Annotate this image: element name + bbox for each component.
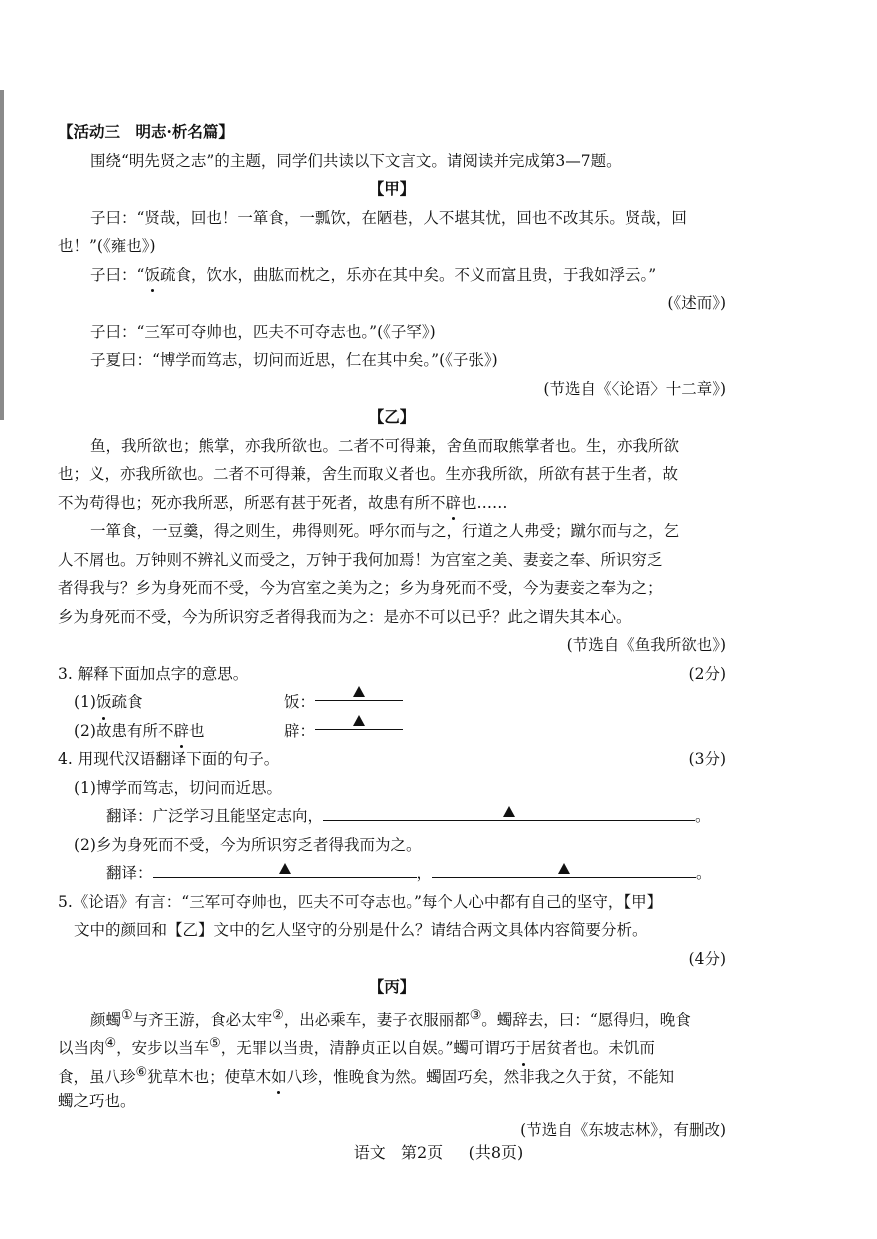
dotted-character: 辟 [173,717,189,746]
dotted-character: 辟 [446,489,462,518]
section-heading-jia: 【甲】 [368,179,416,198]
question-4-item-1-answer [58,802,726,831]
scan-edge-shadow [0,90,4,420]
exam-page [58,118,726,1144]
text-segment: 。蠋辞去，曰：“愿得归，晚食 [481,1010,691,1029]
question-5-line-1: 5.《论语》有言：“三军可夺帅也，匹夫不可夺志也。”每个人心中都有自己的坚守，【甲】 [58,892,663,911]
text-segment: 不为苟得也；死亦我所恶，所恶有甚于死者，故患有所不 [58,493,446,512]
triangle-icon [279,863,291,874]
yi-line-6: 者得我与？乡为身死而不受，今为宫室之美为之；乡为身死而不受，今为妻妾之奉为之； [58,579,663,597]
separator-comma: ， [416,864,433,882]
answer-prefix: 翻译： [106,864,153,882]
jia-paragraph-1-line-2: 也！”(《雍也》) [58,237,156,255]
yi-source: (节选自《鱼我所欲也》) [566,636,726,654]
yi-line-7: 乡为身死而不受，今为所识穷乏者得我而为之：是亦不可以已乎？此之谓失其本心。 [58,607,632,626]
text-segment: 疏食，饮水，曲肱而枕之，乐亦在其中矣。不义而富且贵，于我如浮云。” [159,265,657,284]
text-segment: ，出必乘车，妻子衣服丽都 [283,1010,470,1029]
dotted-character: 饭 [144,261,160,290]
dotted-character: 于 [515,1034,531,1063]
question-5-line-2: 文中的颜回和【乙】文中的乞人坚守的分别是什么？请结合两文具体内容简要分析。 [74,921,648,939]
question-score: (3分) [688,750,726,768]
question-stem: 4. 用现代汉语翻译下面的句子。 [58,750,280,768]
text-segment: 食，虽八珍 [58,1067,136,1086]
answer-blank[interactable] [153,860,417,878]
answer-blank[interactable] [315,712,403,730]
text-segment: ，安步以当车 [116,1039,210,1058]
bing-line-4: 蠋之巧也。 [58,1092,136,1110]
footnote-marker: ⑤ [209,1036,221,1051]
dotted-character: 如 [271,1063,287,1092]
answer-prefix: 翻译：广泛学习且能坚定志向， [106,807,324,825]
intro-text: 围绕“明先贤之志”的主题，同学们共读以下文言文。请阅读并完成第3—7题。 [90,151,622,170]
dotted-character: 饭 [96,688,112,717]
jia-paragraph-2 [58,261,726,290]
answer-label: 辟： [284,721,316,740]
jia-paragraph-2-source: (《述而》) [667,294,726,312]
footer-subject: 语文 [353,1143,386,1162]
question-score: (2分) [688,664,726,683]
footnote-marker: ① [121,1007,133,1023]
page-footer [0,1140,877,1163]
bing-line-2 [58,1030,726,1059]
question-4-item-2: (2)乡为身死而不受，今为所识穷乏者得我而为之。 [74,835,422,854]
activity-title: 【活动三 明志·析名篇】 [58,122,234,141]
question-5-score: (4分) [688,949,726,968]
yi-line-4: 一箪食，一豆羹，得之则生，弗得则死。呼尔而与之，行道之人弗受；蹴尔而与之，乞 [90,522,680,540]
bing-source: (节选自《东坡志林》，有删改) [520,1120,726,1139]
answer-label: 饭： [284,693,316,711]
bing-line-1 [58,1002,726,1031]
yi-line-5: 人不屑也。万钟则不辨礼义而受之，万钟于我何加焉！为宫室之美、妻妾之奉、所识穷乏 [58,550,663,569]
text-segment: 也…… [461,493,508,512]
triangle-icon [353,686,365,697]
text-segment: 子曰：“ [90,265,145,284]
text-segment: (2)故患有所不 [74,721,174,740]
jia-source: (节选自《〈论语〉十二章》) [543,379,726,398]
yi-line-1: 鱼，我所欲也；熊掌，亦我所欲也。二者不可得兼，舍鱼而取熊掌者也。生，亦我所欲 [90,436,680,455]
text-segment: 疏食 [111,693,143,711]
jia-paragraph-3: 子曰：“三军可夺帅也，匹夫不可夺志也。”(《子罕》) [90,322,436,341]
text-segment: 颜蠋 [90,1010,122,1029]
text-segment: 与齐王游，食必太牢 [132,1010,273,1029]
text-segment: 居贫者也。未饥而 [530,1039,655,1058]
question-4-item-2-answer [58,859,726,888]
end-mark: 。 [695,807,711,825]
item-text [74,717,284,746]
footnote-marker: ④ [104,1036,117,1051]
text-segment: 八珍，惟晚食为然。蠋固巧矣，然非我之久于贫，不能知 [286,1067,675,1086]
footnote-marker: ③ [469,1007,482,1023]
triangle-icon [353,715,365,726]
question-4 [58,745,726,774]
answer-blank[interactable] [432,860,696,878]
footnote-marker: ⑥ [135,1064,148,1080]
text-segment: 以当肉 [58,1039,105,1058]
jia-paragraph-4: 子夏曰：“博学而笃志，切问而近思，仁在其中矣。”(《子张》) [90,351,498,369]
section-heading-yi: 【乙】 [368,407,416,426]
answer-blank[interactable] [315,683,403,701]
triangle-icon [558,863,570,874]
text-segment: 犹草木也；使草木 [147,1067,272,1086]
text-segment: (1) [74,693,96,711]
section-heading-bing: 【丙】 [368,977,416,996]
item-text [74,688,284,717]
footer-page-number: 第2页 [400,1143,444,1162]
yi-line-3 [58,489,726,518]
answer-blank[interactable] [323,803,695,821]
footnote-marker: ② [272,1007,284,1023]
question-3-item-2 [58,717,726,746]
bing-line-3 [58,1059,726,1088]
question-stem: 3. 解释下面加点字的意思。 [58,664,249,683]
yi-line-2: 也；义，亦我所欲也。二者不可得兼，舍生而取义者也。生亦我所欲，所欲有甚于生者，故 [58,465,679,483]
text-segment: ，无罪以当贵，清静贞正以自娱。”蠋可谓巧 [220,1039,516,1058]
footer-total-pages: (共8页) [468,1143,524,1162]
triangle-icon [503,806,515,817]
end-mark: 。 [696,864,712,882]
text-segment: 也 [188,721,205,740]
jia-paragraph-1-line-1: 子曰：“贤哉，回也！一箪食，一瓢饮，在陋巷，人不堪其忧，回也不改其乐。贤哉，回 [90,208,687,227]
question-4-item-1: (1)博学而笃志，切问而近思。 [74,778,282,797]
